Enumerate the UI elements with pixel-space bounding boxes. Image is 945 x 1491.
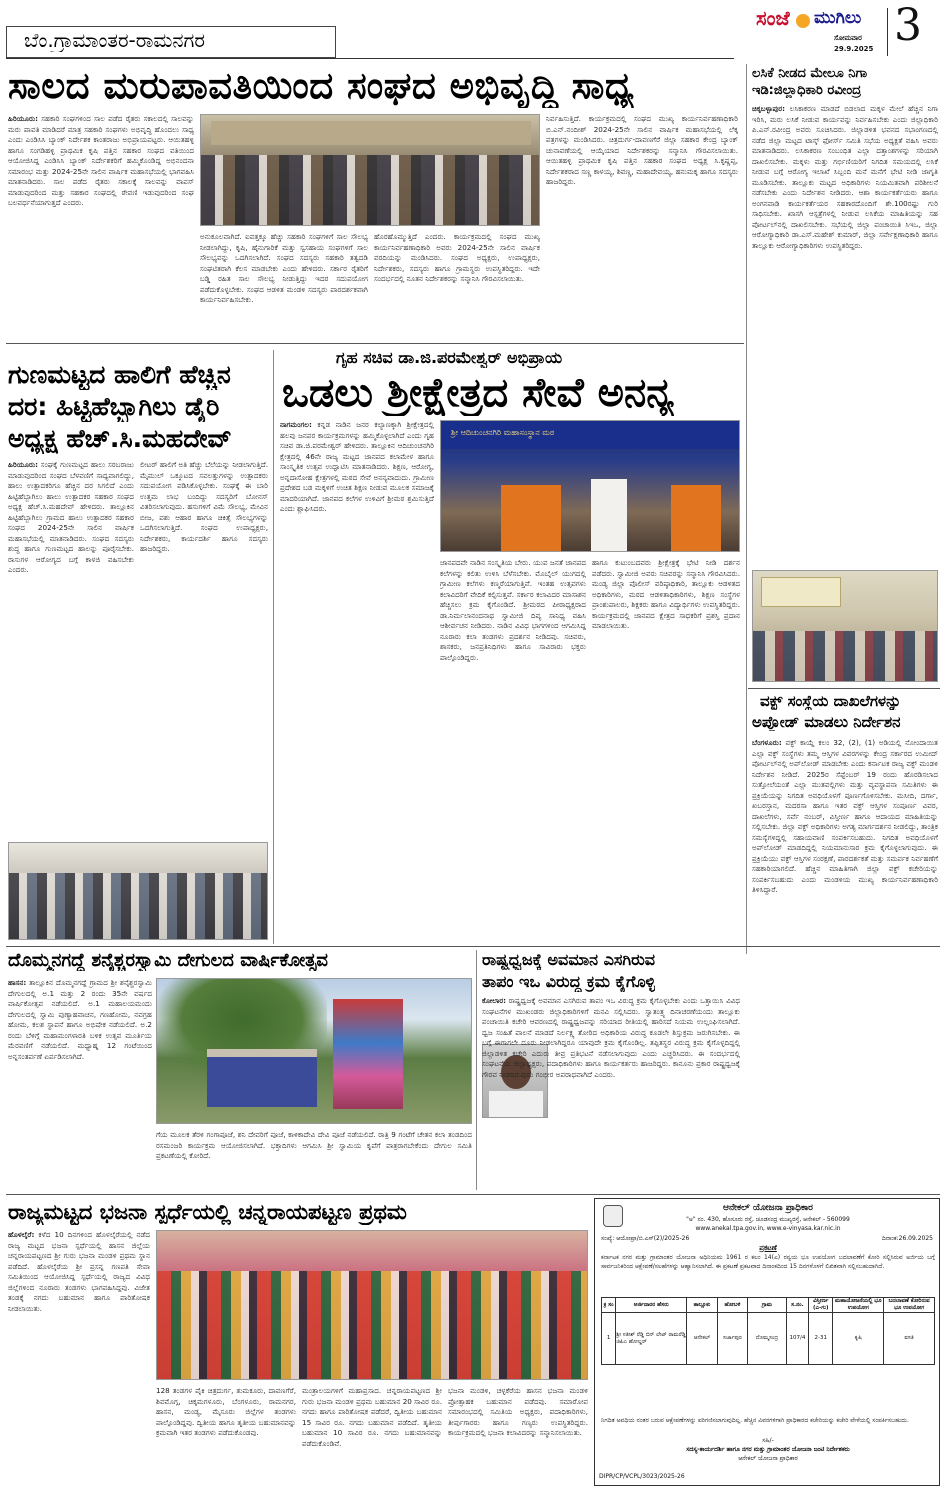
lead-photo [200, 114, 540, 226]
notice-ref-date: ದಿನಾಂಕ:26.09.2025 [881, 1235, 933, 1242]
bhajana-col-3 [302, 1386, 442, 1486]
waqf-headline-1: ವಕ್ಫ್ ಸಂಸ್ಥೆಯ ದಾಖಲೆಗಳನ್ನು [760, 692, 902, 710]
notice-dipr: DIPR/CP/VCPL/3023/2025-26 [599, 1473, 685, 1480]
temple-headline: ದೊಮ್ಮನಗದ್ದೆ ಶನೈಶ್ಚರಸ್ವಾಮಿ ದೇಗುಲದ ವಾರ್ಷಿಕೋತ್ಸವ [8, 950, 328, 971]
notice-header-cell: ತಾಲ್ಲೂಕು [687, 1298, 717, 1313]
lead-photo-people [201, 155, 540, 226]
vaccine-photo-banner [761, 577, 841, 607]
temple-photo-tower [333, 999, 403, 1109]
brand-date: 29.9.2025 [834, 45, 874, 53]
bhajana-col-1 [8, 1230, 150, 1486]
notice-cell: ವಸತಿ [884, 1313, 935, 1365]
notice-footer: ನಿಗದಿತ ಅವಧಿಯ ನಂತರ ಬರುವ ಆಕ್ಷೇಪಣೆಗಳನ್ನು ಪರಿಗಣಿಸಲಾಗುವುದಿಲ್ಲ. ಹೆಚ್ಚಿನ ವಿವರಗಳಿಗಾಗಿ ಪ್ರಾಧಿಕಾರದ ಕಚೇರಿಯನ್ನು ಕಚೇರಿ ವೇಳೆಯಲ್ಲಿ ಸಂಪರ್ಕಿಸಬಹುದು. [601, 1417, 909, 1424]
notice-sign-1: ಸಹಿ/- [762, 1437, 774, 1444]
notice-box [594, 1198, 940, 1486]
notice-sign-3: ಆನೇಕಲ್ ಯೋಜನಾ ಪ್ರಾಧಿಕಾರ [738, 1455, 798, 1462]
notice-cell: ಶ್ರೀ ಸತೀಶ್ ರೆಡ್ಡಿ ಬಿನ್ ಲೇಟ್ ರಾಮರೆಡ್ಡಿ ಜಿಪಿಎ ಹೋಲ್ಡರ್ [616, 1313, 687, 1365]
odalu-photo-banner-text: ಶ್ರೀ ಆದಿಚುಂಚನಗಿರಿ ಮಹಾಸಂಸ್ಥಾನ ಮಠ [451, 428, 555, 437]
vaccine-photo [752, 570, 938, 682]
odalu-col-3 [592, 558, 740, 940]
notice-header-cell: ವಿಸ್ತೀರ್ಣ (ಎ-ಗು) [809, 1298, 833, 1313]
page-number: 3 [894, 0, 922, 51]
notice-table-header [602, 1298, 935, 1313]
vaccine-text [752, 104, 938, 564]
sun-logo-icon [796, 14, 810, 28]
notice-cell: 1 [602, 1313, 616, 1365]
dairy-headline-1: ಗುಣಮಟ್ಟದ ಹಾಲಿಗೆ ಹೆಚ್ಚಿನ [8, 360, 231, 389]
waqf-headline-2: ಅಪ್ಲೋಡ್ ಮಾಡಲು ನಿರ್ದೇಶನ [752, 713, 901, 731]
odalu-headline: ಒಡಲು ಶ್ರೀಕ್ಷೇತ್ರದ ಸೇವೆ ಅನನ್ಯ [282, 370, 675, 416]
bhajana-headline: ರಾಜ್ಯಮಟ್ಟದ ಭಜನಾ ಸ್ಪರ್ಧೆಯಲ್ಲಿ ಚನ್ನರಾಯಪಟ್ಟಣ ಪ್ರಥಮ [8, 1200, 407, 1224]
notice-header-cell: ಬದಲಾವಣೆ ಕೋರಿರುವ ಭೂ ಉಪಯೋಗ [884, 1298, 935, 1313]
temple-photo-shed [207, 1049, 317, 1107]
temple-text-2: ಗೆಯ ಮೂಲಕ ತೆರಳಿ ಗಂಗಾಪೂಜೆ, ಶನಿ ದೇವರಿಗೆ ಪೂಜೆ, ಕಾಳಿಕಾದೇವಿ ದೇವಿ ಪೂಜೆ ನಡೆಯಲಿದೆ. ರಾತ್ರಿ 9 ಗಂಟೆಗೆ ಚೇತನ ಕಲಾ ತಂಡದಿಂದ ರಸಮಂಜರಿ ಕಾರ್ಯಕ್ರಮ ಆಯೋಜಿಸಲಾಗಿದೆ. ಭಕ್ತಾದಿಗಳು ಆಗಮಿಸಿ ಶ್ರೀ ಸ್ವಾಮಿಯ ಕೃಪೆಗೆ ಪಾತ್ರರಾಗಬೇಕೆಂದು ದೇಗುಲ ಸಮಿತಿ ಪ್ರಕಟಣೆಯಲ್ಲಿ ಕೋರಿದೆ. [156, 1130, 472, 1160]
rule-temple-right [476, 950, 477, 1190]
notice-cell: ಕೃಷಿ [833, 1313, 884, 1365]
odalu-kicker: ಗೃಹ ಸಚಿವ ಡಾ.ಜಿ.ಪರಮೇಶ್ವರ್ ಅಭಿಪ್ರಾಯ [336, 348, 563, 367]
lead-col-3 [374, 232, 540, 338]
odalu-text-1: ಕನ್ನಡ ನಾಡಿನ ಜನರ ಕಲ್ಯಾಣಕ್ಕಾಗಿ ಶ್ರೀಕ್ಷೇತ್ರದಲ್ಲಿ ಹಲವು ಜನಪರ ಕಾರ್ಯಕ್ರಮಗಳನ್ನು ಹಮ್ಮಿಕೊಳ್ಳಲಾಗಿದೆ ಎಂದು ಗೃಹ ಸಚಿವ ಡಾ.ಜಿ.ಪರಮೇಶ್ವರ್ ಹೇಳಿದರು. ತಾಲ್ಲೂಕಿನ ಆದಿಚುಂಚನಗಿರಿ ಕ್ಷೇತ್ರದಲ್ಲಿ 46ನೇ ರಾಜ್ಯ ಮಟ್ಟದ ಜಾನಪದ ಕಲಾಮೇಳ ಹಾಗೂ ಸಾಂಸ್ಕೃತಿಕ ಉತ್ಸವ ಉದ್ಘಾಟಿಸಿ ಮಾತನಾಡಿದರು. ಶಿಕ್ಷಣ, ಆರೋಗ್ಯ, ಅನ್ನದಾಸೋಹ ಕ್ಷೇತ್ರಗಳಲ್ಲಿ ಮಠದ ಸೇವೆ ಅನನ್ಯವಾದುದು. ಗ್ರಾಮೀಣ ಪ್ರದೇಶದ ಬಡ ಮಕ್ಕಳಿಗೆ ಉಚಿತ ಶಿಕ್ಷಣ ನೀಡುವ ಮೂಲಕ ಸಮಾಜಕ್ಕೆ ಮಾದರಿಯಾಗಿದೆ. ಜಾನಪದ ಕಲೆಗಳ ಉಳಿವಿಗೆ ಶ್ರೀಮಠ ಶ್ರಮಿಸುತ್ತಿದೆ ಎಂದು ಶ್ಲಾಘಿಸಿದರು. [280, 420, 434, 513]
notice-cell: ದೊಮ್ಮಸಂದ್ರ [748, 1313, 787, 1365]
section-label: ಬೆಂ.ಗ್ರಾಮಾಂತರ-ರಾಮನಗರ [24, 28, 205, 52]
lead-text-4: ನಿರ್ವಹಿಸುತ್ತಿದೆ. ಕಾರ್ಯಕ್ರಮದಲ್ಲಿ ಸಂಘದ ಮುಖ್ಯ ಕಾರ್ಯನಿರ್ವಹಣಾಧಿಕಾರಿ ಬಿ.ಎನ್.ನಂದೀಶ್ 2024-25ನೇ ಸಾಲಿನ ವಾರ್ಷಿಕ ಮಹಾಸಭೆಯಲ್ಲಿ ಲೆಕ್ಕ ಪತ್ರಗಳನ್ನು ಮಂಡಿಸಿದರು. ಚಿತ್ರದುರ್ಗ-ದಾವಣಗೆರೆ ಜಿಲ್ಲಾ ಸಹಕಾರ ಕೇಂದ್ರ ಬ್ಯಾಂಕ್ ಚುನಾವಣೆಯಲ್ಲಿ ಆಯ್ಕೆಯಾದ ನಿರ್ದೇಶಕರನ್ನು ಸನ್ಮಾನಿಸಿ ಗೌರವಿಸಲಾಯಿತು. ಆಯಿತಹಳ್ಳಿ ಪ್ರಾಥಮಿಕ ಕೃಷಿ ಪತ್ತಿನ ಸಹಕಾರ ಸಂಘದ ಅಧ್ಯಕ್ಷ ಸಿ.ಕೃಷ್ಣಪ್ಪ, ನಿರ್ದೇಶಕರಾದ ಸಣ್ಣ ಕಾಳಯ್ಯ, ಶಿವಣ್ಣ, ಮಹಾದೇವಯ್ಯ, ಹನುಮಕ್ಕ ಹಾಗೂ ಸದಸ್ಯರು ಹಾಜರಿದ್ದರು. [546, 114, 738, 186]
notice-org: ಆನೇಕಲ್ ಯೋಜನಾ ಪ್ರಾಧಿಕಾರ [723, 1203, 813, 1213]
notice-cell: 107/4 [786, 1313, 808, 1365]
bhajana-text-2: 128 ತಂಡಗಳ ಪೈಕಿ ಚಿತ್ರದುರ್ಗ, ತುಮಕೂರು, ದಾವಣಗೆರೆ, ಶಿವಮೊಗ್ಗ, ಚಿಕ್ಕಮಗಳೂರು, ಬೆಂಗಳೂರು, ರಾಮನಗರ, ಹಾಸನ, ಮಂಡ್ಯ, ಮೈಸೂರು ಜಿಲ್ಲೆಗಳ ತಂಡಗಳು ಪಾಲ್ಗೊಂಡಿದ್ದವು. ದ್ವಿತೀಯ ಹಾಗೂ ತೃತೀಯ ಬಹುಮಾನವನ್ನು ಕ್ರಮವಾಗಿ ಇತರ ತಂಡಗಳು ಪಡೆದುಕೊಂಡವು. [156, 1386, 296, 1437]
notice-header-cell: ಅರ್ಜಿದಾರರ ಹೆಸರು [616, 1298, 687, 1313]
odalu-col-1 [280, 420, 434, 940]
temple-photo [156, 978, 472, 1124]
dairy-col-1 [8, 460, 134, 836]
dairy-headline-2: ದರ: ಹಿಟ್ಟಿಹೆಬ್ಬಾಗಿಲು ಡೈರಿ [8, 392, 220, 421]
notice-intro: ಕರ್ನಾಟಕ ನಗರ ಮತ್ತು ಗ್ರಾಮಾಂತರ ಯೋಜನಾ ಅಧಿನಿಯಮ 1961 ರ ಕಲಂ 14(ಎ) ರನ್ವಯ ಭೂ ಉಪಯೋಗ ಬದಲಾವಣೆಗೆ ಕೋರಿ ಸಲ್ಲಿಸಿರುವ ಅರ್ಜಿಯ ಬಗ್ಗೆ ಸಾರ್ವಜನಿಕರಿಂದ ಆಕ್ಷೇಪಣೆ/ಸಲಹೆಗಳನ್ನು ಆಹ್ವಾನಿಸಲಾಗಿದೆ. ಈ ಪ್ರಕಟಣೆ ಪ್ರಕಟವಾದ ದಿನಾಂಕದಿಂದ 15 ದಿನಗಳೊಳಗೆ ಲಿಖಿತವಾಗಿ ಸಲ್ಲಿಸಬಹುದಾಗಿದೆ. [601, 1254, 935, 1270]
lead-col-1 [8, 114, 194, 338]
notice-header-cell: ಮಹಾಯೋಜನೆಯಲ್ಲಿ ಭೂ ಉಪಯೋಗ [833, 1298, 884, 1313]
rule-mid-page [6, 946, 940, 947]
vaccine-body: ಲಸಿಕಾಕರಣ ಮಾಡದೆ ಬಿಡಲಾದ ಮಕ್ಕಳ ಮೇಲೆ ಹೆಚ್ಚಿನ ನಿಗಾ ಇರಿಸಿ, ಮರು ಲಸಿಕೆ ನೀಡುವ ಕಾರ್ಯವನ್ನು ನಿರ್ವಹಿಸಬೇಕು ಎಂದು ಜಿಲ್ಲಾಧಿಕಾರಿ ಪಿ.ಎನ್.ರವೀಂದ್ರ ಅವರು ಸೂಚಿಸಿದರು. ಜಿಲ್ಲಾಡಳಿತ ಭವನದ ಸಭಾಂಗಣದಲ್ಲಿ ನಡೆದ ಜಿಲ್ಲಾ ಮಟ್ಟದ ಟಾಸ್ಕ್ ಫೋರ್ಸ್ ಸಮಿತಿ ಸಭೆಯ ಅಧ್ಯಕ್ಷತೆ ವಹಿಸಿ ಅವರು ಮಾತನಾಡಿದರು. ಲಸಿಕಾಕರಣ ಸಂಬಂಧಿತ ಎಲ್ಲಾ ದತ್ತಾಂಶಗಳನ್ನು ಸರಿಯಾಗಿ ದಾಖಲಿಸಬೇಕು. ಮಕ್ಕಳು ಮತ್ತು ಗರ್ಭಿಣಿಯರಿಗೆ ನಿಗದಿತ ಸಮಯದಲ್ಲಿ ಲಸಿಕೆ ನೀಡುವ ಬಗ್ಗೆ ಆರೋಗ್ಯ ಇಲಾಖೆ ಸಿಬ್ಬಂದಿ ಮನೆ ಮನೆಗೆ ಭೇಟಿ ನೀಡಿ ಜಾಗೃತಿ ಮೂಡಿಸಬೇಕು. ತಾಲ್ಲೂಕು ಮಟ್ಟದ ಅಧಿಕಾರಿಗಳು ನಿಯಮಿತವಾಗಿ ಪರಿಶೀಲನೆ ನಡೆಸಬೇಕು ಎಂದು ನಿರ್ದೇಶನ ನೀಡಿದರು. ಆಶಾ ಕಾರ್ಯಕರ್ತೆಯರು ಹಾಗೂ ಅಂಗನವಾಡಿ ಕಾರ್ಯಕರ್ತೆಯರ ಸಹಕಾರದೊಂದಿಗೆ ಶೇ.100ರಷ್ಟು ಗುರಿ ಸಾಧಿಸಬೇಕು. ಖಾಸಗಿ ಆಸ್ಪತ್ರೆಗಳಲ್ಲಿ ನೀಡುವ ಲಸಿಕೆಯ ಮಾಹಿತಿಯನ್ನು ಸಹ ಪೋರ್ಟಲ್‌ನಲ್ಲಿ ದಾಖಲಿಸಬೇಕು. ಸಭೆಯಲ್ಲಿ ಜಿಲ್ಲಾ ಪಂಚಾಯಿತಿ ಸಿಇಒ, ಜಿಲ್ಲಾ ಆರೋಗ್ಯಾಧಿಕಾರಿ ಡಾ.ಎಸ್.ಮಹೇಶ್ ಕುಮಾರ್, ಜಿಲ್ಲಾ ಸರ್ವೇಕ್ಷಣಾಧಿಕಾರಿ ಹಾಗೂ ತಾಲ್ಲೂಕು ಆರೋಗ್ಯಾಧಿಕಾರಿಗಳು ಉಪಸ್ಥಿತರಿದ್ದರು. [752, 104, 938, 250]
bhajana-text-3: ಮಂತ್ರಾಲಯಗಳಿಗೆ ಮಹಾಪ್ರಸಾದ. ಚನ್ನರಾಯಪಟ್ಟಣದ ಶ್ರೀ ಗುರು ಭಜನಾ ಮಂಡಳಿ ಪ್ರಥಮ ಬಹುಮಾನ 20 ಸಾವಿರ ರೂ. ನಗದು ಹಾಗೂ ಪಾರಿತೋಷಕ ಪಡೆದರೆ, ದ್ವಿತೀಯ ಬಹುಮಾನ 15 ಸಾವಿರ ರೂ. ನಗದು ಬಹುಮಾನ ಪಡೆದಿದೆ. ತೃತೀಯ ಬಹುಮಾನ 10 ಸಾವಿರ ರೂ. ನಗದು ಬಹುಮಾನವನ್ನು ಪಡೆದುಕೊಂಡಿವೆ. [302, 1386, 442, 1448]
vaccine-photo-table [753, 631, 938, 682]
brand-day: ಸೋಮವಾರ [834, 34, 862, 42]
table-row [602, 1313, 935, 1365]
notice-address: "ಅ" ನಂ. 430, ಹೊಸೂರು ರಸ್ತೆ, ಚೂಡಸಂದ್ರ ಮುಖ್ಯರಸ್ತೆ, ಆನೇಕಲ್ - 560099 [686, 1216, 850, 1223]
lead-dateline: ಹಿರಿಯೂರು: [8, 114, 38, 123]
lead-text-1: ಸಹಕಾರಿ ಸಂಘಗಳಿಂದ ಸಾಲ ಪಡೆದ ರೈತರು ಸಕಾಲದಲ್ಲಿ ಸಾಲವನ್ನು ಮರು ಪಾವತಿ ಮಾಡಿದರೆ ಮಾತ್ರ ಸಹಕಾರಿ ಸಂಘಗಳು ಅಭಿವೃದ್ಧಿ ಹೊಂದಲು ಸಾಧ್ಯ ಎಂದು ಎಂಡಿಸಿಸಿ ಬ್ಯಾಂಕ್ ನಿರ್ದೇಶಕ ಕಾಂತರಾಜು ಅಭಿಪ್ರಾಯಪಟ್ಟರು. ಆಯಿತಹಳ್ಳಿ ಹಾಗೂ ಸಂಗಡಿಹಳ್ಳಿ ಪ್ರಾಥಮಿಕ ಕೃಷಿ ಪತ್ತಿನ ಸಹಕಾರ ಸಂಘದ ವತಿಯಿಂದ ಆಯೋಜಿಸಿದ್ದ ಎಂಡಿಸಿಸಿ ಬ್ಯಾಂಕ್ ನಿರ್ದೇಶಕರಿಗೆ ಹಮ್ಮಿಕೊಂಡಿದ್ದ ಅಭಿನಂದನಾ ಸಮಾರಂಭ ಮತ್ತು 2024-25ನೇ ಸಾಲಿನ ವಾರ್ಷಿಕ ಮಹಾಸಭೆಯಲ್ಲಿ ಭಾಗವಹಿಸಿ ಮಾತನಾಡಿದರು. ಸಾಲ ಪಡೆದ ರೈತರು ಸಕಾಲಕ್ಕೆ ಸಾಲವನ್ನು ವಾಪಸ್ ಮಾಡುವುದರಿಂದ ಮತ್ತು ಸಹಕಾರ ಸಂಘದಲ್ಲಿ ಠೇವಣಿ ಇಡುವುದರಿಂದ ಸಂಘ ಬಲವರ್ಧನೆಯಾಗುತ್ತದೆ ಎಂದರು. [8, 114, 194, 207]
dairy-col-2 [140, 460, 268, 836]
notice-header-cell: ಹೋಬಳಿ [717, 1298, 747, 1313]
rule-above-waqf [748, 688, 940, 689]
vaccine-dateline: ಚಿಕ್ಕಬಳ್ಳಾಪುರ: [752, 104, 786, 113]
dairy-text-1: ಸಂಘಕ್ಕೆ ಗುಣಮಟ್ಟದ ಹಾಲು ಸರಬರಾಜು ಮಾಡುವುದರಿಂದ ಸಂಘದ ಬೆಳವಣಿಗೆ ಸಾಧ್ಯವಾಗಲಿದ್ದು, ಹಾಲು ಉತ್ಪಾದಕರಿಗೂ ಹೆಚ್ಚಿನ ದರ ಸಿಗಲಿದೆ ಎಂದು ಹಿಟ್ಟಿಹೆಬ್ಬಾಗಿಲು ಹಾಲು ಉತ್ಪಾದಕರ ಸಹಕಾರ ಸಂಘದ ಅಧ್ಯಕ್ಷ ಹೆಚ್.ಸಿ.ಮಹದೇವ್ ಹೇಳಿದರು. ತಾಲ್ಲೂಕಿನ ಹಿಟ್ಟಿಹೆಬ್ಬಾಗಿಲು ಗ್ರಾಮದ ಹಾಲು ಉತ್ಪಾದಕರ ಸಹಕಾರ ಸಂಘದ 2024-25ನೇ ಸಾಲಿನ ವಾರ್ಷಿಕ ಮಹಾಸಭೆಯಲ್ಲಿ ಮಾತನಾಡಿದರು. ಸಂಘದ ಸದಸ್ಯರು ಶುದ್ಧ ಹಾಗೂ ಗುಣಮಟ್ಟದ ಹಾಲನ್ನು ಪೂರೈಸಬೇಕು. ರಾಸುಗಳ ಆರೋಗ್ಯದ ಬಗ್ಗೆ ಕಾಳಜಿ ವಹಿಸಬೇಕು ಎಂದರು. [8, 460, 134, 574]
notice-title: ಪ್ರಕಟಣೆ [759, 1244, 777, 1252]
flag-text [482, 996, 740, 1188]
lead-text-3: ಹೊರಹೊಮ್ಮುತ್ತಿದೆ ಎಂದರು. ಕಾರ್ಯಕ್ರಮದಲ್ಲಿ ಸಂಘದ ಮುಖ್ಯ ಕಾರ್ಯನಿರ್ವಹಣಾಧಿಕಾರಿ ಅವರು 2024-25ನೇ ಸಾಲಿನ ವಾರ್ಷಿಕ ವರದಿಯನ್ನು ಮಂಡಿಸಿದರು. ಸಂಘದ ಅಧ್ಯಕ್ಷರು, ಉಪಾಧ್ಯಕ್ಷರು, ನಿರ್ದೇಶಕರು, ಸದಸ್ಯರು ಹಾಗೂ ಗ್ರಾಮಸ್ಥರು ಉಪಸ್ಥಿತರಿದ್ದರು. ಇದೇ ಸಂದರ್ಭದಲ್ಲಿ ನೂತನ ನಿರ್ದೇಶಕರನ್ನು ಸನ್ಮಾನಿಸಿ ಗೌರವಿಸಲಾಯಿತು. [374, 232, 540, 283]
vaccine-headline-1: ಲಸಿಕೆ ನೀಡದ ಮೇಲೂ ನಿಗಾ [752, 66, 868, 81]
flag-body: ರಾಷ್ಟ್ರಧ್ವಜಕ್ಕೆ ಅವಮಾನ ಎಸಗಿರುವ ತಾಪಂ ಇಒ ವಿರುದ್ಧ ಕ್ರಮ ಕೈಗೊಳ್ಳಬೇಕು ಎಂದು ಒತ್ತಾಯಿಸಿ ವಿವಿಧ ಸಂಘಟನೆಗಳ ಮುಖಂಡರು ಜಿಲ್ಲಾಧಿಕಾರಿಗಳಿಗೆ ಮನವಿ ಸಲ್ಲಿಸಿದರು. ಸ್ವಾತಂತ್ರ್ಯ ದಿನಾಚರಣೆಯಂದು ತಾಲ್ಲೂಕು ಪಂಚಾಯಿತಿ ಕಚೇರಿ ಆವರಣದಲ್ಲಿ ರಾಷ್ಟ್ರಧ್ವಜವನ್ನು ಸರಿಯಾದ ರೀತಿಯಲ್ಲಿ ಹಾರಿಸದೆ ನಿಯಮ ಉಲ್ಲಂಘಿಸಲಾಗಿದೆ. ಧ್ವಜ ಸಂಹಿತೆ ಪಾಲನೆ ಮಾಡದೆ ನಿರ್ಲಕ್ಷ್ಯ ತೋರಿದ ಅಧಿಕಾರಿಯ ವಿರುದ್ಧ ಕೂಡಲೇ ಶಿಸ್ತುಕ್ರಮ ಜರುಗಿಸಬೇಕು. ಈ ಬಗ್ಗೆ ಈಗಾಗಲೇ ದೂರು ನೀಡಲಾಗಿದ್ದರೂ ಯಾವುದೇ ಕ್ರಮ ಕೈಗೊಂಡಿಲ್ಲ. ತಪ್ಪಿತಸ್ಥರ ವಿರುದ್ಧ ಕ್ರಮ ಕೈಗೊಳ್ಳದಿದ್ದಲ್ಲಿ ಜಿಲ್ಲಾಡಳಿತ ಕಚೇರಿ ಎದುರು ತೀವ್ರ ಪ್ರತಿಭಟನೆ ನಡೆಸಲಾಗುವುದು ಎಂದು ಎಚ್ಚರಿಸಿದರು. ಈ ಸಂದರ್ಭದಲ್ಲಿ ಸಂಘಟನೆಯ ಜಿಲ್ಲಾಧ್ಯಕ್ಷರು, ಪದಾಧಿಕಾರಿಗಳು ಹಾಗೂ ಕಾರ್ಯಕರ್ತರು ಹಾಜರಿದ್ದರು. ಕಾನೂನು ಪ್ರಕಾರ ರಾಷ್ಟ್ರಧ್ವಜಕ್ಕೆ ಗೌರವ ನೀಡದಿರುವುದು ಗಂಭೀರ ಅಪರಾಧವಾಗಿದೆ ಎಂದರು. [482, 996, 740, 1079]
odalu-photo-saffron-2 [671, 485, 721, 552]
notice-cell: ಆನೇಕಲ್ [687, 1313, 717, 1365]
odalu-text-2: ಜಾನಪದವೇ ನಾಡಿನ ಸಂಸ್ಕೃತಿಯ ಬೇರು. ಯುವ ಜನತೆ ಜಾನಪದ ಕಲೆಗಳನ್ನು ಕಲಿತು ಉಳಿಸಿ ಬೆಳೆಸಬೇಕು. ಮೊಬೈಲ್ ಯುಗದಲ್ಲಿ ಗ್ರಾಮೀಣ ಕಲೆಗಳು ಕಣ್ಮರೆಯಾಗುತ್ತಿವೆ. ಇಂತಹ ಉತ್ಸವಗಳು ಕಲಾವಿದರಿಗೆ ವೇದಿಕೆ ಕಲ್ಪಿಸುತ್ತವೆ. ಸರ್ಕಾರ ಕಲಾವಿದರ ಮಾಸಾಶನ ಹೆಚ್ಚಿಸಲು ಕ್ರಮ ಕೈಗೊಂಡಿದೆ. ಶ್ರೀಮಠದ ಪೀಠಾಧ್ಯಕ್ಷರಾದ ಡಾ.ನಿರ್ಮಲಾನಂದನಾಥ ಸ್ವಾಮೀಜಿ ದಿವ್ಯ ಸಾನಿಧ್ಯ ವಹಿಸಿ ಆಶೀರ್ವಚನ ನೀಡಿದರು. ನಾಡಿನ ವಿವಿಧ ಭಾಗಗಳಿಂದ ಆಗಮಿಸಿದ್ದ ನೂರಾರು ಕಲಾ ತಂಡಗಳು ಪ್ರದರ್ಶನ ನೀಡಿದವು. ಸಚಿವರು, ಶಾಸಕರು, ಜನಪ್ರತಿನಿಧಿಗಳು ಹಾಗೂ ಸಾವಿರಾರು ಭಕ್ತರು ಪಾಲ್ಗೊಂಡಿದ್ದರು. [440, 558, 586, 662]
notice-header-cell: ಕ್ರ ಸಂ [602, 1298, 616, 1313]
brand-name-b: ಮುಗಿಲು [814, 8, 862, 28]
waqf-body: ವಕ್ಫ್ ಕಾಯ್ದೆ ಕಲಂ 32, (2), (1) ಅಡಿಯಲ್ಲಿ ನೋಂದಾಯಿತ ಎಲ್ಲಾ ವಕ್ಫ್ ಸಂಸ್ಥೆಗಳು ತಮ್ಮ ಆಸ್ತಿಗಳ ವಿವರಗಳನ್ನು ಕೇಂದ್ರ ಸರ್ಕಾರದ ಉಮೀದ್ ಪೋರ್ಟಲ್‌ನಲ್ಲಿ ಅಪ್‌ಲೋಡ್ ಮಾಡಬೇಕು ಎಂದು ಕರ್ನಾಟಕ ರಾಜ್ಯ ವಕ್ಫ್ ಮಂಡಳಿ ನಿರ್ದೇಶನ ನೀಡಿದೆ. 2025ರ ಸೆಪ್ಟೆಂಬರ್ 19 ರಂದು ಹೊರಡಿಸಲಾದ ಸುತ್ತೋಲೆಯಂತೆ ಎಲ್ಲಾ ಮುತವಲ್ಲಿಗಳು ಮತ್ತು ವ್ಯವಸ್ಥಾಪನಾ ಸಮಿತಿಗಳು ಈ ಪ್ರಕ್ರಿಯೆಯನ್ನು ನಿಗದಿತ ಅವಧಿಯೊಳಗೆ ಪೂರ್ಣಗೊಳಿಸಬೇಕು. ಮಸೀದಿ, ದರ್ಗಾ, ಖಬರಸ್ತಾನ, ಮದರಸಾ ಹಾಗೂ ಇತರ ವಕ್ಫ್ ಆಸ್ತಿಗಳ ಸಂಪೂರ್ಣ ವಿವರ, ದಾಖಲೆಗಳು, ಸರ್ವೆ ನಂಬರ್, ವಿಸ್ತೀರ್ಣ ಹಾಗೂ ಆದಾಯದ ಮಾಹಿತಿಯನ್ನು ಸಲ್ಲಿಸಬೇಕು. ಜಿಲ್ಲಾ ವಕ್ಫ್ ಅಧಿಕಾರಿಗಳು ಅಗತ್ಯ ಮಾರ್ಗದರ್ಶನ ನೀಡಲಿದ್ದು, ತಾಂತ್ರಿಕ ಸಮಸ್ಯೆಗಳಿದ್ದಲ್ಲಿ ಸಹಾಯವಾಣಿ ಸಂಪರ್ಕಿಸಬಹುದು. ನಿಗದಿತ ಅವಧಿಯೊಳಗೆ ಅಪ್‌ಲೋಡ್ ಮಾಡದಿದ್ದಲ್ಲಿ ನಿಯಮಾನುಸಾರ ಕ್ರಮ ಕೈಗೊಳ್ಳಲಾಗುವುದು. ಈ ಪ್ರಕ್ರಿಯೆಯು ವಕ್ಫ್ ಆಸ್ತಿಗಳ ಸಂರಕ್ಷಣೆ, ಪಾರದರ್ಶಕತೆ ಮತ್ತು ಸಮರ್ಪಕ ನಿರ್ವಹಣೆಗೆ ಸಹಕಾರಿಯಾಗಲಿದೆ. ಹೆಚ್ಚಿನ ಮಾಹಿತಿಗಾಗಿ ಜಿಲ್ಲಾ ವಕ್ಫ್ ಕಚೇರಿಯನ್ನು ಸಂಪರ್ಕಿಸಬಹುದು ಎಂದು ಮಂಡಳಿಯ ಮುಖ್ಯ ಕಾರ್ಯನಿರ್ವಹಣಾಧಿಕಾರಿ ತಿಳಿಸಿದ್ದಾರೆ. [752, 738, 938, 894]
notice-header-cell: ಸ.ನಂ. [786, 1298, 808, 1313]
lead-col-2 [200, 232, 368, 338]
waqf-text [752, 738, 938, 950]
flag-headline-2: ತಾಪಂ ಇಒ ವಿರುದ್ಧ ಕ್ರಮ ಕೈಗೊಳ್ಳಿ [482, 972, 656, 991]
bhajana-col-2 [156, 1386, 296, 1486]
notice-web: www.anekal.tpa.gov.in, www.e-vinyasa.kar.nic.in [695, 1225, 841, 1232]
bhajana-text-4: ಭಜನಾ ಮಂಡಳಿ, ಚಳ್ಳಕೆರೆಯ ಹಾಸನ ಭಜನಾ ಮಂಡಳಿ ಪ್ರೋತ್ಸಾಹಕ ಬಹುಮಾನ ಪಡೆದವು. ಸಮಾರೋಪ ಸಮಾರಂಭದಲ್ಲಿ ಸಮಿತಿಯ ಅಧ್ಯಕ್ಷರು, ಪದಾಧಿಕಾರಿಗಳು, ತೀರ್ಪುಗಾರರು ಹಾಗೂ ಗಣ್ಯರು ಉಪಸ್ಥಿತರಿದ್ದರು. ಕಾರ್ಯಕ್ರಮದಲ್ಲಿ ಭಜನಾ ಕಲಾವಿದರನ್ನು ಸನ್ಮಾನಿಸಲಾಯಿತು. [448, 1386, 588, 1437]
notice-cell: 2-31 [809, 1313, 833, 1365]
odalu-col-2 [440, 558, 586, 940]
rule-below-lead [6, 343, 744, 344]
dairy-text-2: ಲೀಟರ್ ಹಾಲಿಗೆ ಅತಿ ಹೆಚ್ಚು ಬೆಲೆಯನ್ನು ನೀಡಲಾಗುತ್ತಿದೆ. ಮೈಮುಲ್ ಒಕ್ಕೂಟದ ಸವಲತ್ತುಗಳನ್ನು ಉತ್ಪಾದಕರು ಸದುಪಯೋಗ ಪಡಿಸಿಕೊಳ್ಳಬೇಕು. ಸಂಘಕ್ಕೆ ಈ ಬಾರಿ ಉತ್ತಮ ಲಾಭ ಬಂದಿದ್ದು ಸದಸ್ಯರಿಗೆ ಬೋನಸ್ ವಿತರಿಸಲಾಗುವುದು. ಹಸುಗಳಿಗೆ ವಿಮೆ ಸೌಲಭ್ಯ, ಮೇವಿನ ಬೀಜ, ಪಶು ಆಹಾರ ಹಾಗೂ ಚಿಕಿತ್ಸೆ ಸೌಲಭ್ಯಗಳನ್ನು ಒದಗಿಸಲಾಗುತ್ತಿದೆ. ಸಂಘದ ಉಪಾಧ್ಯಕ್ಷರು, ನಿರ್ದೇಶಕರು, ಕಾರ್ಯದರ್ಶಿ ಹಾಗೂ ಸದಸ್ಯರು ಹಾಜರಿದ್ದರು. [140, 460, 268, 553]
header-rule [6, 58, 734, 59]
brand-block [742, 0, 940, 60]
rule-above-bhajana [6, 1194, 940, 1195]
bhajana-dateline: ಹೊಳಲ್ಕೆರೆ: [8, 1230, 35, 1239]
flag-dateline: ಕೋಲಾರ: [482, 996, 507, 1005]
temple-dateline: ಹಾಸನ: [8, 978, 27, 987]
lead-headline: ಸಾಲದ ಮರುಪಾವತಿಯಿಂದ ಸಂಘದ ಅಭಿವೃದ್ಧಿ ಸಾಧ್ಯ [8, 64, 635, 107]
lead-text-2: ಅನುಕೂಲವಾಗಿದೆ. ಐವತ್ತಕ್ಕೂ ಹೆಚ್ಚು ಸಹಕಾರಿ ಸಂಘಗಳಿಗೆ ಸಾಲ ಸೌಲಭ್ಯ ನೀಡಲಾಗಿದ್ದು, ಕೃಷಿ, ಹೈನುಗಾರಿಕೆ ಮತ್ತು ಸ್ವಸಹಾಯ ಸಂಘಗಳಿಗೆ ಸಾಲ ಸೌಲಭ್ಯವನ್ನು ಒದಗಿಸಲಾಗಿದೆ. ಸಂಘದ ಸದಸ್ಯರು ಸಹಕಾರಿ ತತ್ವದಡಿ ಸಂಘಟಿತರಾಗಿ ಕೆಲಸ ಮಾಡಬೇಕು ಎಂದು ಹೇಳಿದರು. ಸರ್ಕಾರ ರೈತರಿಗೆ ಬಡ್ಡಿ ರಹಿತ ಸಾಲ ಸೌಲಭ್ಯ ನೀಡುತ್ತಿದ್ದು ಇದರ ಸದುಪಯೋಗ ಪಡೆದುಕೊಳ್ಳಬೇಕು. ಸಂಘದ ಆಡಳಿತ ಮಂಡಳಿ ಸದಸ್ಯರು ಪಾರದರ್ಶಕವಾಗಿ ಕಾರ್ಯನಿರ್ವಹಿಸಬೇಕು. [200, 232, 368, 304]
temple-col-1 [8, 978, 152, 1188]
notice-ref-no: ಸಂಖ್ಯೆ: ಆಯೋಪ್ರಾ/ಬಿ.ಎಸ್(2)/2025-26 [601, 1235, 690, 1242]
odalu-photo-person [591, 479, 627, 552]
bhajana-text-1: ಕಳೆದ 10 ದಿನಗಳಿಂದ ಹೊಳಲ್ಕೆರೆಯಲ್ಲಿ ನಡೆದ ರಾಜ್ಯ ಮಟ್ಟದ ಭಜನಾ ಸ್ಪರ್ಧೆಯಲ್ಲಿ ಹಾಸನ ಜಿಲ್ಲೆಯ ಚನ್ನರಾಯಪಟ್ಟಣದ ಶ್ರೀ ಗುರು ಭಜನಾ ಮಂಡಳಿ ಪ್ರಥಮ ಸ್ಥಾನ ಪಡೆದಿದೆ. ಹೊಳಲ್ಕೆರೆಯ ಶ್ರೀ ಪ್ರಸನ್ನ ಗಣಪತಿ ಸೇವಾ ಸಮಿತಿಯಿಂದ ಆಯೋಜಿಸಿದ್ದ ಸ್ಪರ್ಧೆಯಲ್ಲಿ ರಾಜ್ಯದ ವಿವಿಧ ಜಿಲ್ಲೆಗಳಿಂದ ನೂರಾರು ತಂಡಗಳು ಭಾಗವಹಿಸಿದ್ದವು. ವಿಜೇತ ತಂಡಕ್ಕೆ ನಗದು ಬಹುಮಾನ ಹಾಗೂ ಪಾರಿತೋಷಕ ನೀಡಲಾಯಿತು. [8, 1230, 150, 1313]
temple-col-2 [156, 1130, 472, 1188]
notice-table [601, 1297, 935, 1365]
waqf-dateline: ಬೆಂಗಳೂರು: [752, 738, 782, 747]
flag-headline-1: ರಾಷ್ಟ್ರಧ್ವಜಕ್ಕೆ ಅವಮಾನ ಎಸಗಿರುವ [482, 950, 655, 969]
vaccine-headline-2: ಇಡಿ:ಜಿಲ್ಲಾಧಿಕಾರಿ ರವೀಂದ್ರ [752, 83, 862, 98]
odalu-photo [440, 420, 740, 552]
notice-sign-2: ಸದಸ್ಯ-ಕಾರ್ಯದರ್ಶಿ ಹಾಗೂ ನಗರ ಮತ್ತು ಗ್ರಾಮಾಂತರ ಯೋಜನಾ ಜಂಟಿ ನಿರ್ದೇಶಕರು [686, 1446, 850, 1453]
bhajana-photo [156, 1230, 588, 1380]
odalu-dateline: ನಾಗಮಂಗಲ: [280, 420, 312, 429]
section-header-bar [6, 26, 734, 60]
notice-header-cell: ಗ್ರಾಮ [748, 1298, 787, 1313]
odalu-photo-saffron [501, 485, 561, 552]
rule-dairy-right [273, 350, 274, 944]
brand-divider [887, 8, 888, 56]
temple-text-1: ತಾಲ್ಲೂಕಿನ ದೊಮ್ಮನಗದ್ದೆ ಗ್ರಾಮದ ಶ್ರೀ ಶನೈಶ್ಚರಸ್ವಾಮಿ ದೇಗುಲದಲ್ಲಿ ಅ.1 ಮತ್ತು 2 ರಂದು 35ನೇ ವರ್ಷದ ವಾರ್ಷಿಕೋತ್ಸವ ನಡೆಯಲಿದೆ. ಅ.1 ಮಹಾಲಯಮಂದು ದೇಗುಲದಲ್ಲಿ ಸ್ವಾಮಿ ಪುಣ್ಯಾಹವಾಚನ, ಗಣಹೋಮ, ನವಗ್ರಹ ಹೋಮ, ಕಲಶ ಸ್ಥಾಪನೆ ಹಾಗೂ ಅಭಿಷೇಕ ನಡೆಯಲಿದೆ. ಅ.2 ರಂದು ಬೆಳಿಗ್ಗೆ ಮಹಾಮಂಗಳಾರತಿ ಬಳಿಕ ಉತ್ಸವ ಮೂರ್ತಿಯ ಮೆರವಣಿಗೆ ನಡೆಯಲಿದೆ. ಮಧ್ಯಾಹ್ನ 12 ಗಂಟೆಯಿಂದ ಅನ್ನಸಂತರ್ಪಣೆ ಏರ್ಪಡಿಸಲಾಗಿದೆ. [8, 978, 152, 1061]
lead-col-4 [546, 114, 738, 338]
bhajana-photo-group [157, 1271, 588, 1380]
bhajana-col-4 [448, 1386, 588, 1486]
notice-cell: ಸರ್ಜಾಪುರ [717, 1313, 747, 1365]
lead-photo-banner [211, 121, 531, 145]
dairy-headline-3: ಅಧ್ಯಕ್ಷ ಹೆಚ್.ಸಿ.ಮಹದೇವ್ [8, 424, 232, 453]
rule-right-column [746, 64, 747, 954]
dairy-dateline: ಹಿರಿಯೂರು: [8, 460, 38, 469]
dairy-photo [8, 842, 268, 940]
brand-name-a: ಸಂಜೆ [756, 6, 790, 30]
dairy-photo-people [9, 873, 268, 940]
odalu-text-3: ಹಾಗೂ ಕುಟುಂಬದವರು ಶ್ರೀಕ್ಷೇತ್ರಕ್ಕೆ ಭೇಟಿ ನೀಡಿ ದರ್ಶನ ಪಡೆದರು. ಸ್ವಾಮೀಜಿ ಅವರು ಸಚಿವರನ್ನು ಸನ್ಮಾನಿಸಿ ಗೌರವಿಸಿದರು. ಮಂಡ್ಯ ಜಿಲ್ಲಾ ಪೊಲೀಸ್ ವರಿಷ್ಠಾಧಿಕಾರಿ, ತಾಲ್ಲೂಕು ಆಡಳಿತದ ಅಧಿಕಾರಿಗಳು, ಮಠದ ಆಡಳಿತಾಧಿಕಾರಿಗಳು, ಶಿಕ್ಷಣ ಸಂಸ್ಥೆಗಳ ಪ್ರಾಂಶುಪಾಲರು, ಶಿಕ್ಷಕರು ಹಾಗೂ ವಿದ್ಯಾರ್ಥಿಗಳು ಉಪಸ್ಥಿತರಿದ್ದರು. ಕಾರ್ಯಕ್ರಮದಲ್ಲಿ ಜಾನಪದ ಕ್ಷೇತ್ರದ ಸಾಧಕರಿಗೆ ಪ್ರಶಸ್ತಿ ಪ್ರದಾನ ಮಾಡಲಾಯಿತು. [592, 558, 740, 630]
